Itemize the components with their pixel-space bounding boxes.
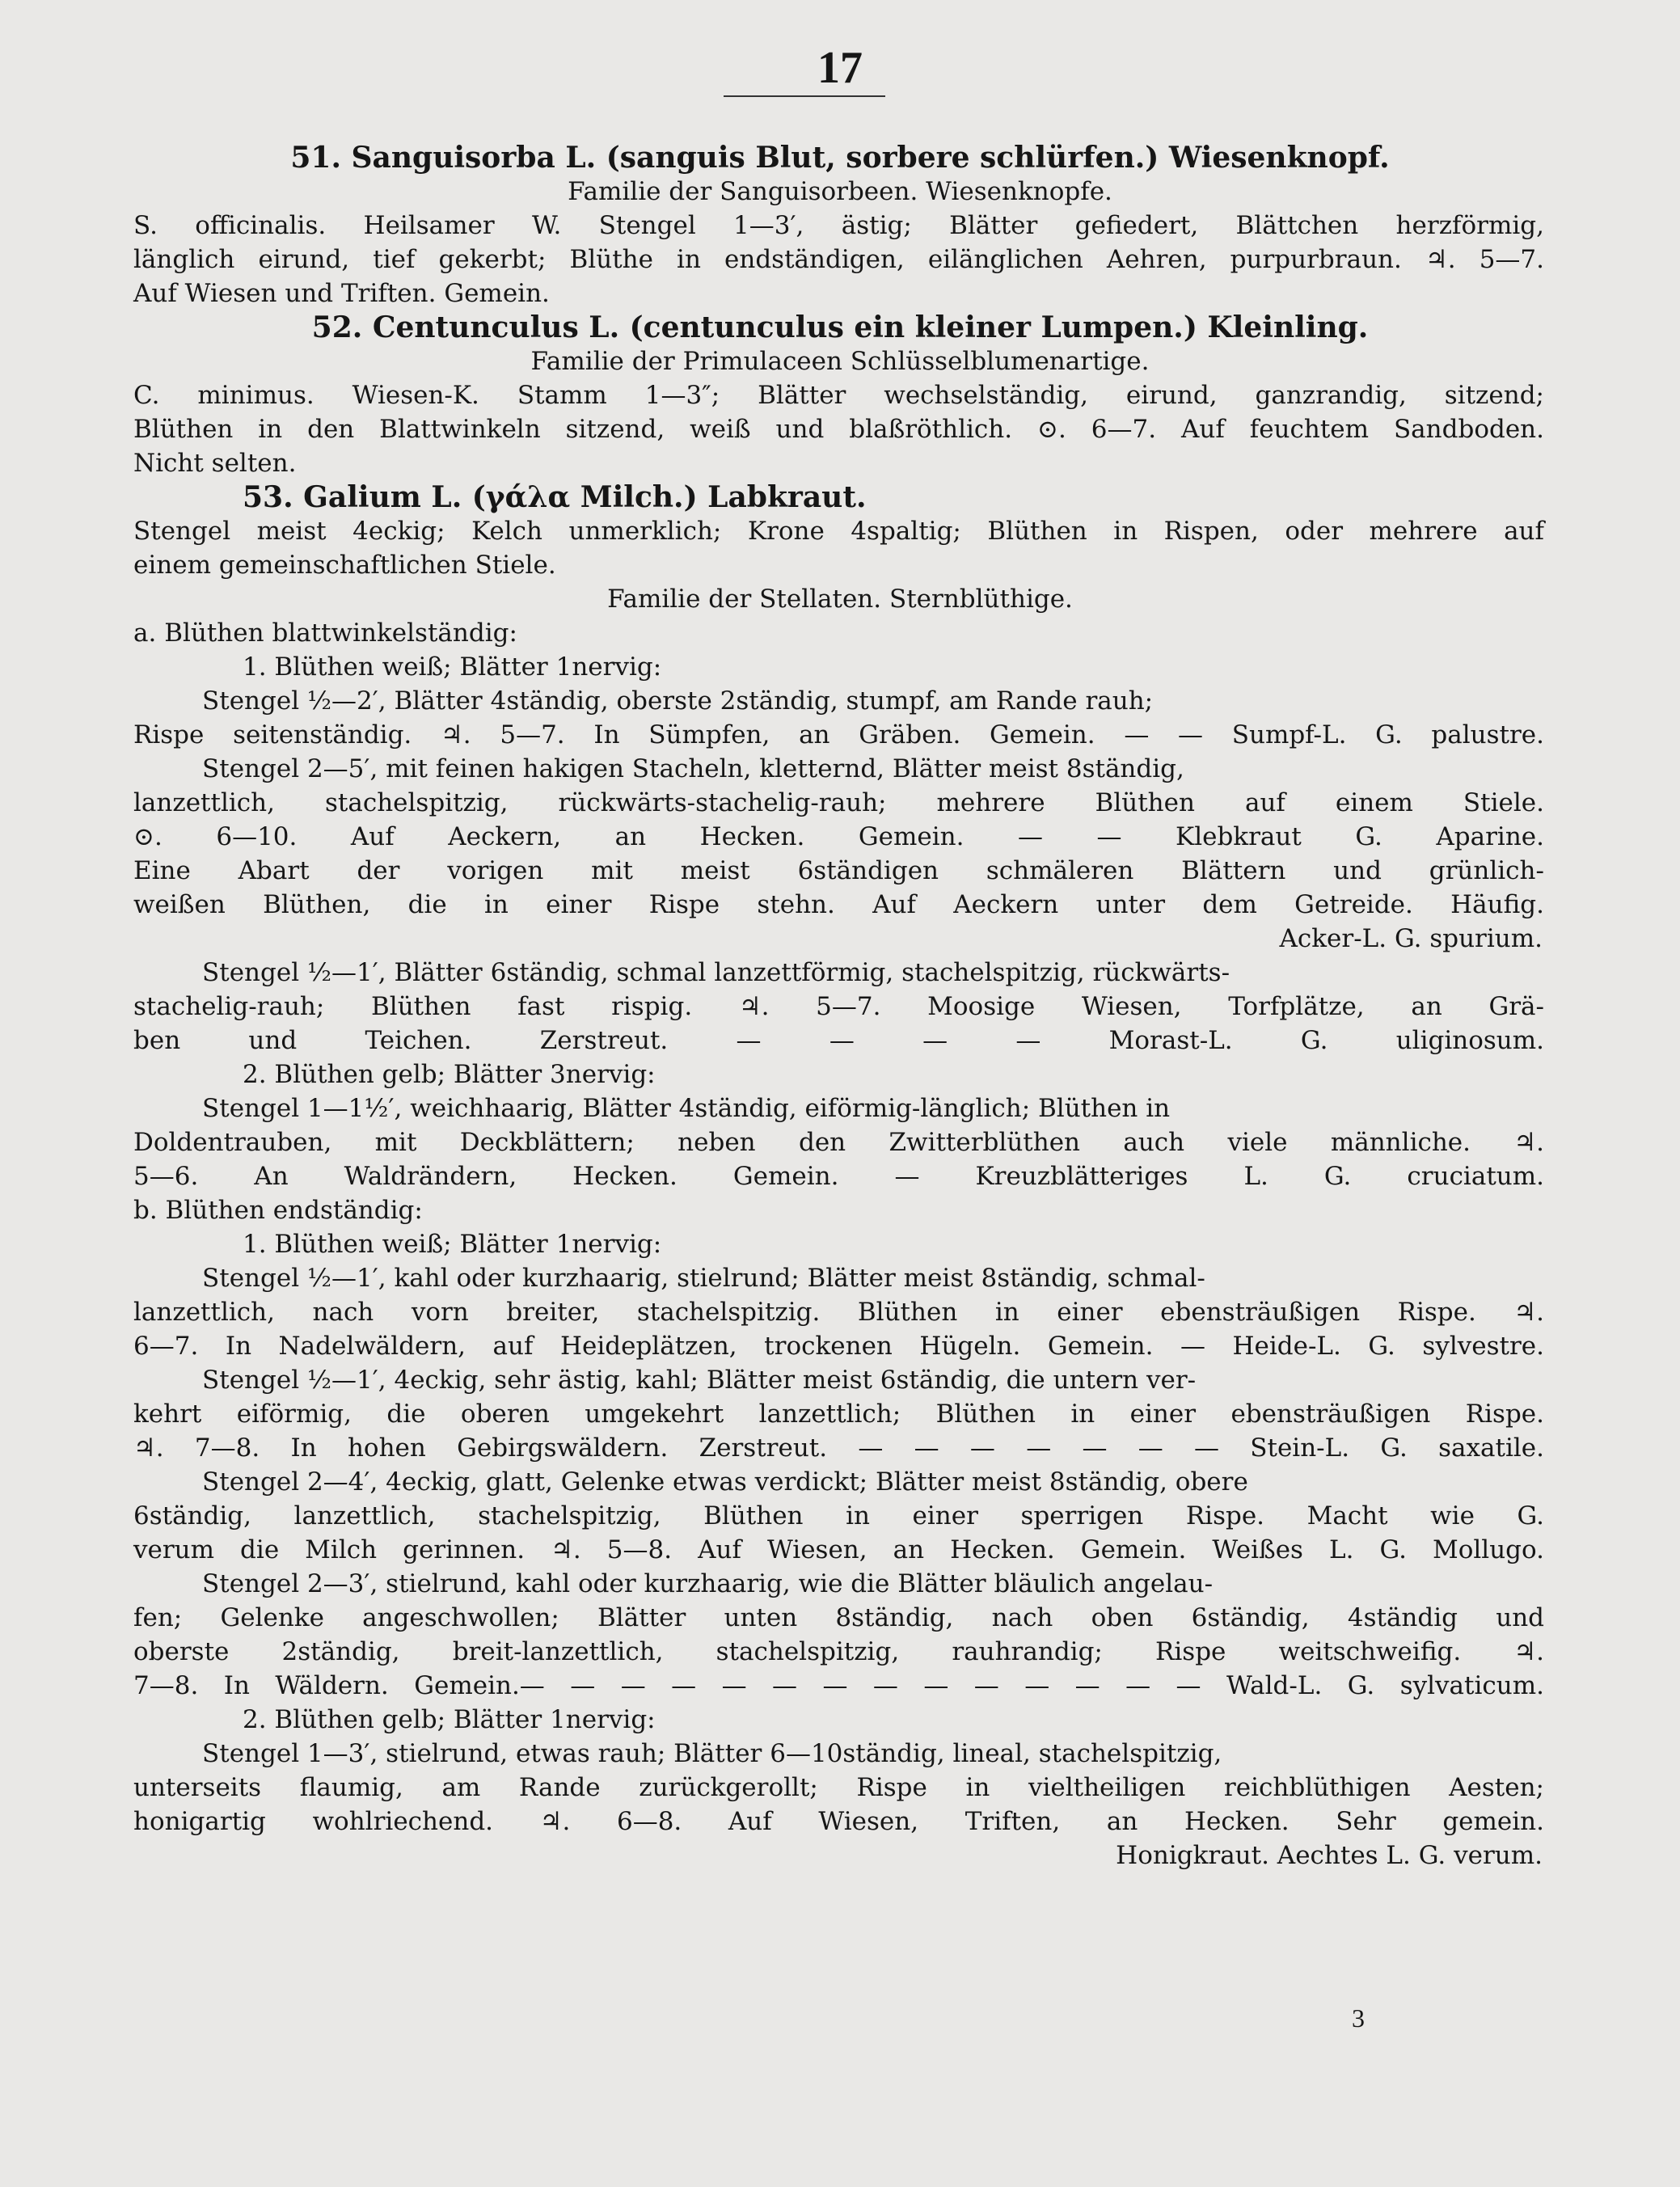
text-line: honigartig wohlriechend. ♃. 6—8. Auf Wiesen, Triften, an Hecken. Sehr gemein. — [133, 1807, 1544, 1836]
text-line: Stengel 2—4′, 4eckig, glatt, Gelenke etwas verdickt; Blätter meist 8ständig, obere — [202, 1467, 1248, 1497]
text-line: a. Blüthen blattwinkelständig: — [133, 619, 517, 648]
text-line: Stengel 2—3′, stielrund, kahl oder kurzhaarig, wie die Blätter bläulich angelau- — [202, 1569, 1214, 1598]
text-line: stachelig-rauh; Blüthen fast rispig. ♃. 5—7. Moosige Wiesen, Torfplätze, an Grä- — [133, 992, 1544, 1021]
text-line: Stengel 2—5′, mit feinen hakigen Stacheln, kletternd, Blätter meist 8ständig, — [202, 754, 1184, 783]
text-line: 1. Blüthen weiß; Blätter 1nervig: — [243, 652, 662, 682]
text-line: 53. Galium L. (γάλα Milch.) Labkraut. — [243, 480, 867, 514]
text-line: ⊙. 6—10. Auf Aeckern, an Hecken. Gemein. — — Klebkraut G. Aparine. — [133, 822, 1544, 851]
text-line: länglich eirund, tief gekerbt; Blüthe in endständigen, eilänglichen Aehren, purpurbraun. ♃. 5—7. — [133, 245, 1544, 274]
text-line: 2. Blüthen gelb; Blätter 1nervig: — [243, 1705, 656, 1734]
text-line: lanzettlich, nach vorn breiter, stachelspitzig. Blüthen in einer ebensträußigen Rispe. ♃. — [133, 1298, 1544, 1327]
text-line: ♃. 7—8. In hohen Gebirgswäldern. Zerstreut. — — — — — — — Stein-L. G. saxatile. — [133, 1433, 1544, 1463]
text-line: Honigkraut. Aechtes L. G. verum. — [1116, 1841, 1543, 1870]
text-line: 6—7. In Nadelwäldern, auf Heideplätzen, trockenen Hügeln. Gemein. — Heide-L. G. sylvestre. — [133, 1332, 1544, 1361]
text-line: Eine Abart der vorigen mit meist 6ständigen schmäleren Blättern und grünlich- — [133, 856, 1544, 885]
text-line: 51. Sanguisorba L. (sanguis Blut, sorbere schlürfen.) Wiesenknopf. — [290, 141, 1390, 175]
text-line: fen; Gelenke angeschwollen; Blätter unten 8ständig, nach oben 6ständig, 4ständig und — [133, 1603, 1544, 1632]
text-line: Nicht selten. — [133, 449, 297, 478]
text-line: 52. Centunculus L. (centunculus ein kleiner Lumpen.) Kleinling. — [311, 310, 1369, 344]
text-line: Stengel 1—3′, stielrund, etwas rauh; Blätter 6—10ständig, lineal, stachelspitzig, — [202, 1739, 1222, 1768]
text-line: Familie der Stellaten. Sternblüthige. — [607, 585, 1073, 614]
text-line: Stengel ½—2′, Blätter 4ständig, oberste 2ständig, stumpf, am Rande rauh; — [202, 686, 1154, 716]
text-line: verum die Milch gerinnen. ♃. 5—8. Auf Wiesen, an Hecken. Gemein. Weißes L. G. Mollugo. — [133, 1535, 1544, 1564]
signature-mark: 3 — [1352, 2003, 1365, 2033]
text-line: weißen Blüthen, die in einer Rispe stehn. Auf Aeckern unter dem Getreide. Häufig. — [133, 890, 1544, 919]
header-rule — [724, 95, 885, 97]
text-line: Blüthen in den Blattwinkeln sitzend, weiß und blaßröthlich. ⊙. 6—7. Auf feuchtem Sandboden. — [133, 415, 1544, 444]
text-line: lanzettlich, stachelspitzig, rückwärts-stachelig-rauh; mehrere Blüthen auf einem Stiele. — [133, 788, 1544, 817]
text-line: kehrt eiförmig, die oberen umgekehrt lanzettlich; Blüthen in einer ebensträußigen Rispe. — [133, 1400, 1544, 1429]
text-line: S. officinalis. Heilsamer W. Stengel 1—3′, ästig; Blätter gefiedert, Blättchen herzförmig, — [133, 211, 1544, 240]
text-line: oberste 2ständig, breit-lanzettlich, stachelspitzig, rauhrandig; Rispe weitschweifig. ♃. — [133, 1637, 1544, 1666]
text-line: 1. Blüthen weiß; Blätter 1nervig: — [243, 1230, 662, 1259]
text-line: Stengel ½—1′, 4eckig, sehr ästig, kahl; Blätter meist 6ständig, die untern ver- — [202, 1366, 1197, 1395]
text-line: C. minimus. Wiesen-K. Stamm 1—3″; Blätter wechselständig, eirund, ganzrandig, sitzend; — [133, 381, 1544, 410]
text-line: Familie der Primulaceen Schlüsselblumenartige. — [530, 347, 1150, 376]
text-line: 5—6. An Waldrändern, Hecken. Gemein. — Kreuzblätteriges L. G. cruciatum. — [133, 1162, 1544, 1191]
text-line: 6ständig, lanzettlich, stachelspitzig, Blüthen in einer sperrigen Rispe. Macht wie G. — [133, 1501, 1544, 1530]
text-line: einem gemeinschaftlichen Stiele. — [133, 551, 556, 580]
text-line: ben und Teichen. Zerstreut. — — — — Morast-L. G. uliginosum. — [133, 1026, 1544, 1055]
text-line: unterseits flaumig, am Rande zurückgerollt; Rispe in vieltheiligen reichblüthigen Aesten; — [133, 1773, 1544, 1802]
text-line: b. Blüthen endständig: — [133, 1196, 423, 1225]
text-line: Familie der Sanguisorbeen. Wiesenknopfe. — [568, 177, 1112, 206]
text-line: Doldentrauben, mit Deckblättern; neben den Zwitterblüthen auch viele männliche. ♃. — [133, 1128, 1544, 1157]
text-line: Auf Wiesen und Triften. Gemein. — [133, 279, 550, 308]
text-line: Stengel meist 4eckig; Kelch unmerklich; Krone 4spaltig; Blüthen in Rispen, oder mehrere auf — [133, 517, 1544, 546]
text-line: Rispe seitenständig. ♃. 5—7. In Sümpfen, an Gräben. Gemein. — — Sumpf-L. G. palustre. — [133, 720, 1544, 749]
text-line: Stengel 1—1½′, weichhaarig, Blätter 4ständig, eiförmig-länglich; Blüthen in — [202, 1094, 1171, 1123]
text-line: 2. Blüthen gelb; Blätter 3nervig: — [243, 1060, 656, 1089]
text-line: Stengel ½—1′, kahl oder kurzhaarig, stielrund; Blätter meist 8ständig, schmal- — [202, 1264, 1205, 1293]
page-number: 17 — [817, 43, 863, 93]
text-line: 7—8. In Wäldern. Gemein.— — — — — — — — — — — — — — Wald-L. G. sylvaticum. — [133, 1671, 1544, 1700]
text-line: Stengel ½—1′, Blätter 6ständig, schmal lanzettförmig, stachelspitzig, rückwärts- — [202, 958, 1230, 987]
text-line: Acker-L. G. spurium. — [1279, 924, 1543, 953]
